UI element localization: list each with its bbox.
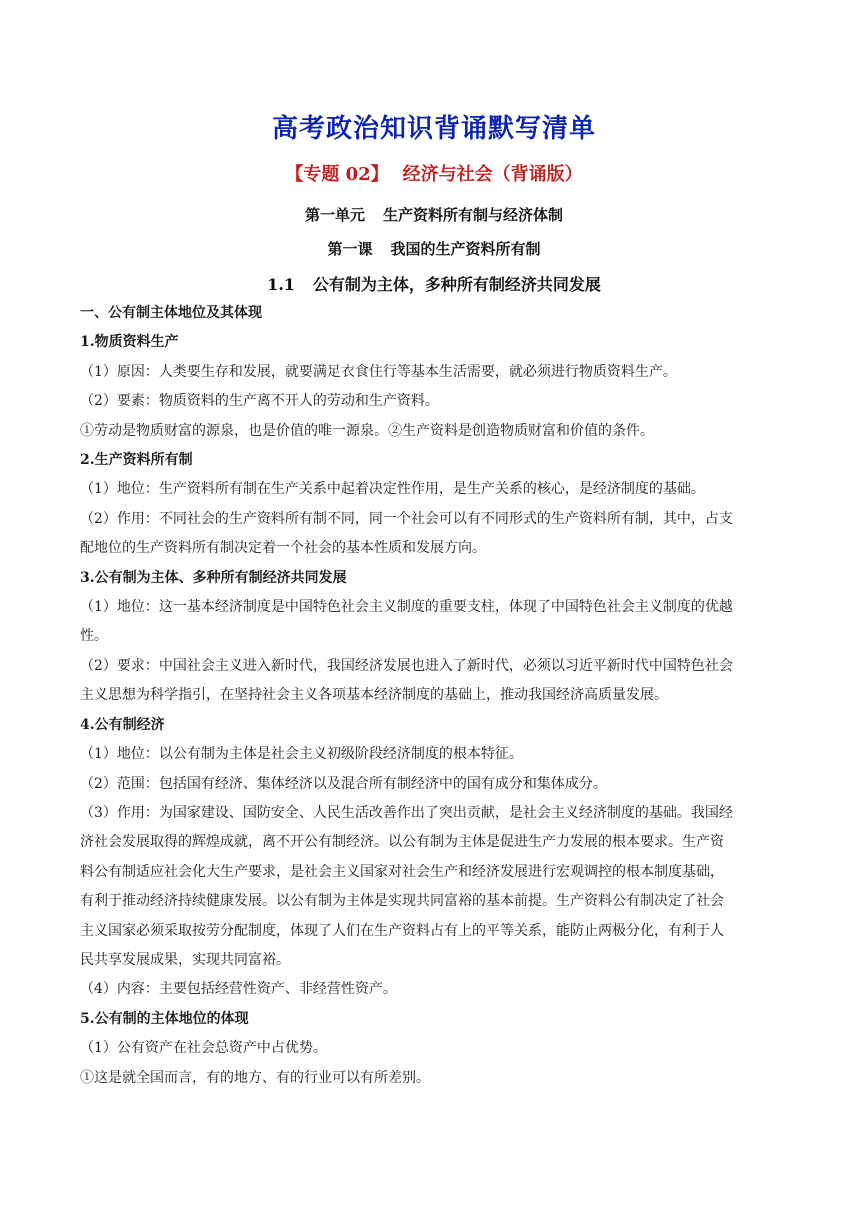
item-5-point-1: （1）公有资产在社会总资产中占优势。 — [80, 1040, 327, 1057]
item-heading-3: 3.公有制为主体、多种所有制经济共同发展 — [80, 569, 347, 586]
item-4-point-3-line-2: 济社会发展取得的辉煌成就，离不开公有制经济。以公有制为主体是促进生产力发展的根本要求。生产资 — [80, 834, 724, 851]
item-4-point-3-line-1: （3）作用：为国家建设、国防安全、人民生活改善作出了突出贡献，是社会主义经济制度的基础。我国经 — [80, 804, 733, 821]
item-2-point-2-line-2: 配地位的生产资料所有制决定着一个社会的基本性质和发展方向。 — [80, 540, 486, 557]
topic-subtitle — [0, 160, 868, 186]
item-heading-2: 2.生产资料所有制 — [80, 452, 193, 469]
unit-topic: 生产资料所有制与经济体制 — [383, 206, 564, 224]
item-1-point-1: （1）原因：人类要生存和发展，就要满足衣食住行等基本生活需要，就必须进行物质资料生产。 — [80, 363, 677, 380]
item-4-point-3-line-4: 有利于推动经济持续健康发展。以公有制为主体是实现共同富裕的基本前提。生产资料公有制决定了社会 — [80, 893, 724, 910]
item-3-point-2-line-1: （2）要求：中国社会主义进入新时代，我国经济发展也进入了新时代，必须以习近平新时代中国特色社会 — [80, 657, 733, 674]
lesson-topic: 我国的生产资料所有制 — [390, 240, 541, 258]
item-5-point-2: ①这是就全国而言，有的地方、有的行业可以有所差别。 — [80, 1069, 430, 1086]
item-heading-1: 1.物质资料生产 — [80, 334, 179, 351]
item-4-point-1: （1）地位：以公有制为主体是社会主义初级阶段经济制度的根本特征。 — [80, 746, 523, 763]
item-heading-4: 4.公有制经济 — [80, 716, 165, 733]
item-4-point-3-line-5: 主义国家必须采取按劳分配制度，体现了人们在生产资料占有上的平等关系，能防止两极分化，有利于人 — [80, 922, 724, 939]
item-4-point-3-line-6: 民共享发展成果，实现共同富裕。 — [80, 951, 290, 968]
item-4-point-3-line-3: 料公有制适应社会化大生产要求，是社会主义国家对社会生产和经济发展进行宏观调控的根本制度基础， — [80, 863, 724, 880]
lesson-heading — [0, 238, 868, 259]
section-heading — [0, 272, 868, 295]
item-4-point-4: （4）内容：主要包括经营性资产、非经营性资产。 — [80, 981, 397, 998]
item-4-point-2: （2）范围：包括国有经济、集体经济以及混合所有制经济中的国有成分和集体成分。 — [80, 775, 607, 792]
part-heading: 一、公有制主体地位及其体现 — [80, 305, 262, 321]
item-1-point-2: （2）要素：物质资料的生产离不开人的劳动和生产资料。 — [80, 393, 439, 410]
document-title: 高考政治知识背诵默写清单 — [271, 114, 596, 144]
lesson-name: 第一课 — [327, 240, 373, 258]
item-3-point-1-line-1: （1）地位：这一基本经济制度是中国特色社会主义制度的重要支柱，体现了中国特色社会主义制度的优越 — [80, 599, 733, 616]
item-2-point-2-line-1: （2）作用：不同社会的生产资料所有制不同，同一个社会可以有不同形式的生产资料所有制，其中，占支 — [80, 510, 733, 527]
item-2-point-1: （1）地位：生产资料所有制在生产关系中起着决定性作用，是生产关系的核心，是经济制度的基础。 — [80, 481, 705, 498]
item-3-point-1-line-2: 性。 — [80, 628, 108, 645]
topic-number: 【专题 02】 — [285, 164, 389, 185]
item-1-point-3: ①劳动是物质财富的源泉，也是价值的唯一源泉。②生产资料是创造物质财富和价值的条件。 — [80, 422, 654, 439]
section-topic: 公有制为主体，多种所有制经济共同发展 — [312, 275, 601, 294]
item-3-point-2-line-2: 主义思想为科学指引，在坚持社会主义各项基本经济制度的基础上，推动我国经济高质量发展。 — [80, 687, 668, 704]
unit-name: 第一单元 — [304, 206, 365, 224]
section-number: 1.1 — [267, 275, 295, 294]
topic-name: 经济与社会（背诵版） — [402, 164, 583, 185]
item-heading-5: 5.公有制的主体地位的体现 — [80, 1010, 249, 1027]
document-body — [80, 299, 792, 1093]
unit-heading — [0, 204, 868, 225]
